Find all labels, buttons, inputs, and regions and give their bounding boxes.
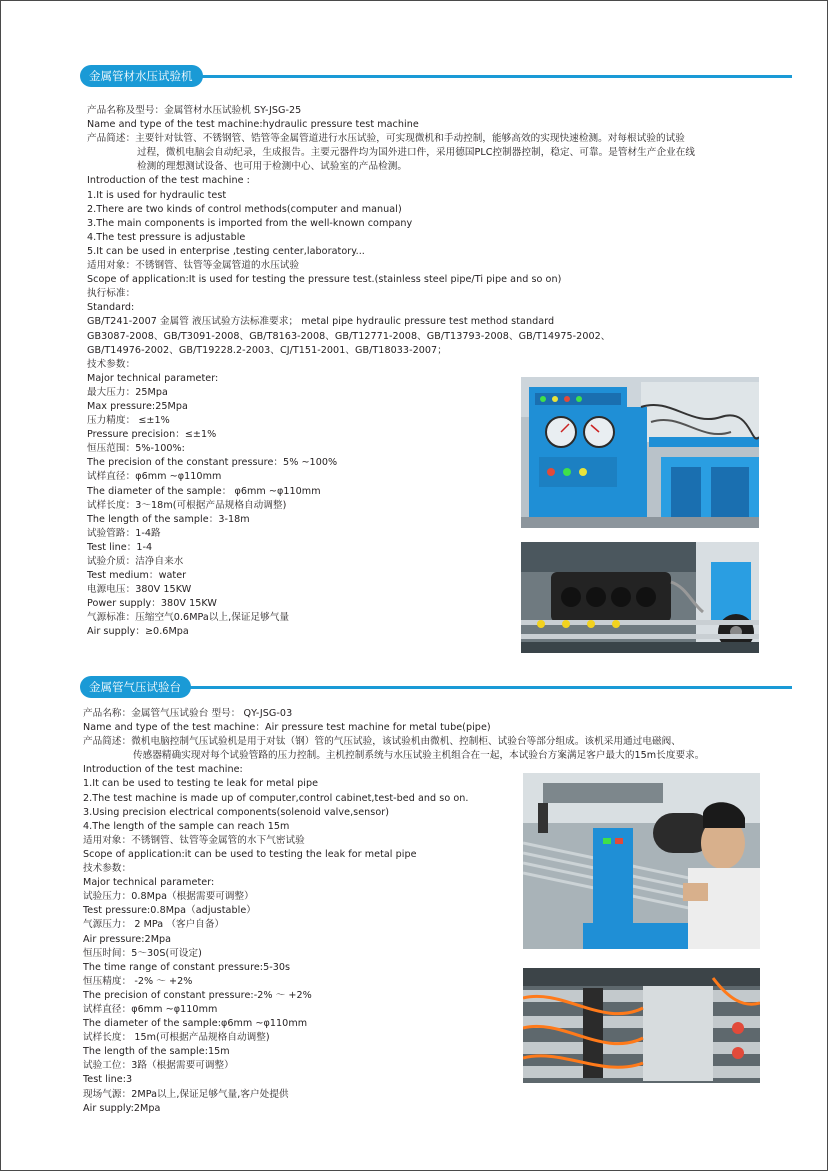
section2-line: Name and type of the test machine：Air pressure test machine for metal tube(pipe) bbox=[83, 722, 491, 734]
section1-line: 检测的理想测试设备、也可用于检测中心、试验室的产品检测。 bbox=[137, 161, 408, 173]
section1-line: 产品名称及型号：金属管材水压试验机 SY-JSG-25 bbox=[87, 105, 302, 116]
section1-line: 产品简述：主要针对钛管、不锈钢管、锆管等金属管道进行水压试验，可实现微机和手动控制，能够高效的实现快速检测。对每根试验的试验 bbox=[87, 133, 685, 145]
section2-line: 4.The length of the sample can reach 15m bbox=[83, 820, 290, 832]
pipe-fixtures-photo bbox=[523, 968, 760, 1083]
section2-line: 适用对象：不锈钢管、钛管等金属管的水下气密试验 bbox=[83, 834, 305, 846]
section2-line: 试验工位：3路（根据需要可调整） bbox=[83, 1060, 234, 1072]
section2-header-rule bbox=[120, 686, 792, 689]
section2-line: 3.Using precision electrical components(solenoid valve,sensor) bbox=[83, 806, 390, 818]
section2-line: Air pressure:2Mpa bbox=[83, 933, 172, 945]
section1-line: 执行标准： bbox=[87, 288, 136, 300]
section2-line: 气源压力： 2 MPa （客户自备） bbox=[83, 919, 225, 931]
section2-title: 金属管气压试验台 bbox=[80, 676, 191, 698]
section2-line: 技术参数： bbox=[83, 863, 132, 875]
hydraulic-machine-illustration bbox=[521, 377, 759, 528]
section2-line: 恒压精度： -2% ～ +2% bbox=[83, 975, 193, 987]
section1-line: 适用对象：不锈钢管、钛管等金属管道的水压试验 bbox=[87, 260, 300, 272]
section2-line: Test pressure:0.8Mpa（adjustable） bbox=[83, 905, 256, 917]
section2-line: Introduction of the test machine: bbox=[83, 764, 243, 776]
section1-line: Power supply：380V 15KW bbox=[87, 598, 217, 610]
section1-line: Max pressure:25Mpa bbox=[87, 400, 188, 412]
section1-line: 技术参数： bbox=[87, 358, 136, 370]
air-test-bench-photo bbox=[523, 773, 760, 949]
section2-line: The precision of constant pressure:-2% ～ +2% bbox=[83, 989, 312, 1001]
section2-line: 试样长度： 15m(可根据产品规格自动调整) bbox=[83, 1032, 270, 1044]
section1-line: 试验介质：洁净自来水 bbox=[87, 556, 184, 567]
section2-line: 试验压力：0.8Mpa（根据需要可调整） bbox=[83, 891, 254, 903]
section1-line: 5.It can be used in enterprise ,testing center,laboratory... bbox=[87, 245, 365, 257]
section2-line: 产品简述：微机电脑控制气压试验机是用于对钛（钢）管的气压试验，该试验机由微机、控制柜、试验台等部分组成。该机采用通过电磁阀、 bbox=[83, 736, 681, 748]
section1-line: Standard: bbox=[87, 302, 135, 314]
section1-line: 恒压范围：5%-100%: bbox=[87, 443, 185, 455]
section2-line: Air supply:2Mpa bbox=[83, 1102, 161, 1114]
section2-line: 恒压时间：5～30S(可设定) bbox=[83, 947, 202, 959]
section1-line: GB3087-2008、GB/T3091-2008、GB/T8163-2008、GB/T12771-2008、GB/T13793-2008、GB/T14975-2002、 bbox=[87, 330, 611, 342]
test-heads-illustration bbox=[521, 542, 759, 653]
section1-line: 电源电压：380V 15KW bbox=[87, 584, 192, 596]
section1-line: Name and type of the test machine:hydraulic pressure test machine bbox=[87, 119, 419, 131]
section2-line: Scope of application:it can be used to testing the leak for metal pipe bbox=[83, 848, 417, 860]
section2-line: 产品名称：金属管气压试验台 型号： QY-JSG-03 bbox=[83, 708, 293, 719]
section1-line: 1.It is used for hydraulic test bbox=[87, 189, 227, 201]
test-heads-photo bbox=[521, 542, 759, 653]
section1-line: Scope of application:It is used for testing the pressure test.(stainless steel pipe/Ti pipe and so on) bbox=[87, 274, 562, 286]
section2-line: The length of the sample:15m bbox=[83, 1046, 230, 1058]
section1-line: Introduction of the test machine : bbox=[87, 175, 250, 187]
section1-line: 4.The test pressure is adjustable bbox=[87, 231, 246, 243]
section1-line: The length of the sample：3-18m bbox=[87, 513, 250, 525]
section1-line: 试验管路：1-4路 bbox=[87, 527, 161, 539]
section1-line: Test line：1-4 bbox=[87, 541, 153, 553]
section1-header-rule bbox=[120, 75, 792, 78]
section1-line: 气源标准：压缩空气0.6MPa以上,保证足够气量 bbox=[87, 612, 290, 624]
pipe-fixtures-illustration bbox=[523, 968, 760, 1083]
air-test-bench-illustration bbox=[523, 773, 760, 949]
section1-title: 金属管材水压试验机 bbox=[80, 65, 203, 87]
section2-line: 现场气源：2MPa以上,保证足够气量,客户处提供 bbox=[83, 1088, 289, 1100]
section1-line: 最大压力：25Mpa bbox=[87, 386, 168, 398]
section1-line: Pressure precision：≤±1% bbox=[87, 429, 217, 441]
section1-line: The diameter of the sample： φ6mm ~φ110mm bbox=[87, 485, 321, 497]
section1-line: GB/T14976-2002、GB/T19228.2-2003、CJ/T151-2001、GB/T18033-2007； bbox=[87, 344, 447, 356]
section1-line: 2.There are two kinds of control methods(computer and manual) bbox=[87, 203, 402, 215]
section2-line: Test line:3 bbox=[83, 1074, 133, 1086]
section1-line: 压力精度： ≤±1% bbox=[87, 415, 170, 427]
section1-line: 试样长度：3～18m(可根据产品规格自动调整) bbox=[87, 499, 287, 511]
section1-line: Test medium：water bbox=[87, 570, 187, 582]
section2-line: Major technical parameter: bbox=[83, 877, 215, 889]
section2-line: The diameter of the sample:φ6mm ~φ110mm bbox=[83, 1018, 308, 1030]
section1-line: Air supply：≥0.6Mpa bbox=[87, 626, 189, 638]
section1-line: GB/T241-2007 金属管 液压试验方法标准要求； metal pipe hydraulic pressure test method standard bbox=[87, 316, 555, 328]
section2-line: 2.The test machine is made up of computer,control cabinet,test-bed and so on. bbox=[83, 792, 469, 804]
section2-line: The time range of constant pressure:5-30s bbox=[83, 961, 291, 973]
section1-line: 过程，微机电脑会自动纪录，生成报告。主要元器件均为国外进口件，采用德国PLC控制器控制，稳定、可靠。是管材生产企业在线 bbox=[137, 147, 696, 159]
section1-line: 试样直径：φ6mm ~φ110mm bbox=[87, 471, 222, 483]
section2-line: 传感器精确实现对每个试验管路的压力控制。主机控制系统与水压试验主机组合在一起，本试验台方案满足客户最大的15m长度要求。 bbox=[133, 750, 705, 762]
section1-line: The precision of the constant pressure：5% ~100% bbox=[87, 457, 338, 469]
section2-line: 1.It can be used to testing te leak for metal pipe bbox=[83, 778, 319, 790]
section1-line: Major technical parameter: bbox=[87, 372, 219, 384]
section1-line: 3.The main components is imported from the well-known company bbox=[87, 217, 413, 229]
section2-line: 试样直径：φ6mm ~φ110mm bbox=[83, 1003, 218, 1015]
hydraulic-machine-photo bbox=[521, 377, 759, 528]
